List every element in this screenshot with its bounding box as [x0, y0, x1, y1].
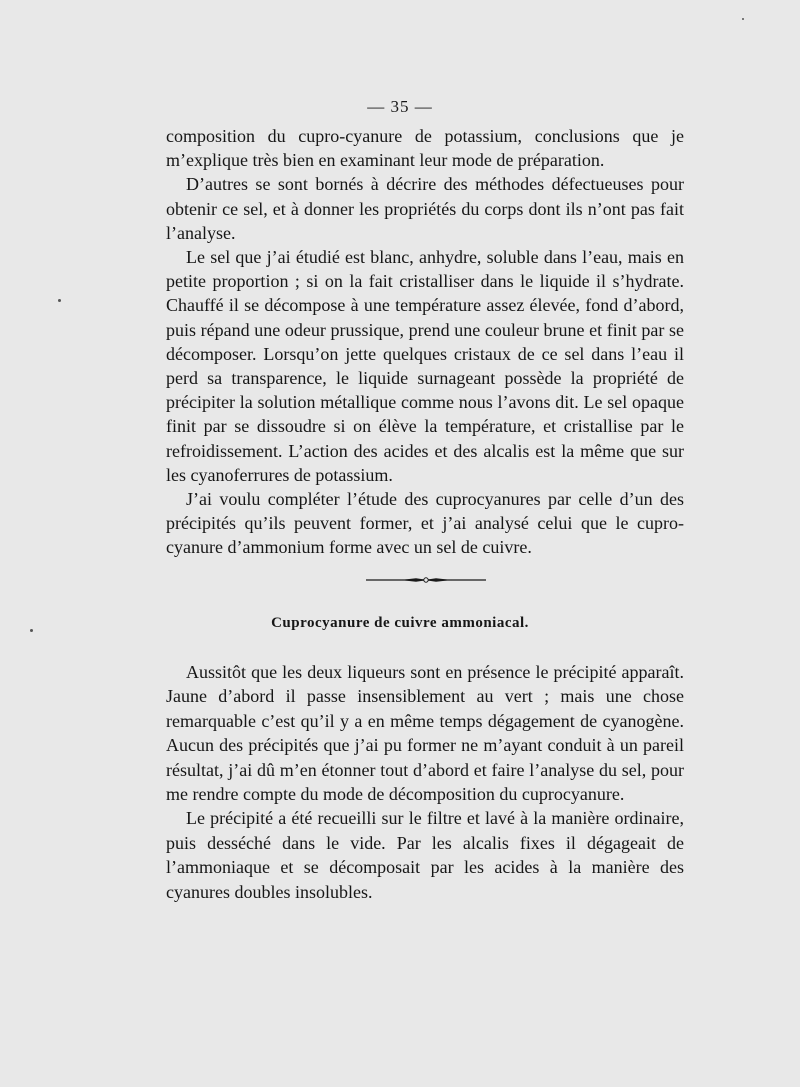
body-text-bottom [166, 660, 684, 904]
paper-speck [30, 629, 33, 632]
section-title: Cuprocyanure de cuivre ammoniacal. [271, 615, 529, 631]
paragraph: J’ai voulu compléter l’étude des cuprocyanures par celle d’un des précipités qu’ils peuvent former, et j’ai analysé celui que le cupro-cyanure d’ammonium forme avec un sel de cuivre. [166, 489, 684, 558]
page-number: — 35 — [367, 97, 433, 116]
paragraph: Le précipité a été recueilli sur le filtre et lavé à la manière ordinaire, puis desséché dans le vide. Par les alcalis fixes il dégageait de l’ammoniaque et se décomposait par les acides à la manière des cyanures doubles insolubles. [166, 808, 684, 902]
paper-speck [58, 299, 61, 302]
paragraph: Le sel que j’ai étudié est blanc, anhydre, soluble dans l’eau, mais en petite proportion ; si on la fait cristalliser dans le liquide il s’hydrate. Chauffé il se décompose à une température assez élevée, fond d’abord, puis répand une odeur prussique, prend une couleur brune et finit par se décomposer. Lorsqu’on jette quelques cristaux de ce sel dans l’eau il perd sa transparence, le liquide surnageant possède la propriété de précipiter la solution métallique comme nous l’avons dit. Le sel opaque finit par se dissoudre si on élève la température, et cristallise par le refroidissement. L’action des acides et des alcalis est la même que sur les cyanoferrures de potassium. [166, 247, 684, 485]
body-text-top [166, 124, 684, 560]
paper-speck [742, 18, 744, 20]
paragraph: D’autres se sont bornés à décrire des méthodes défectueuses pour obtenir ce sel, et à donner les propriétés du corps dont ils n’ont pas fait l’analyse. [166, 174, 684, 243]
paragraph: Aussitôt que les deux liqueurs sont en présence le précipité apparaît. Jaune d’abord il passe insensiblement au vert ; mais une chose remarquable c’est qu’il y a en même temps dégagement de cyanogène. Aucun des précipités que j’ai pu former ne m’ayant conduit à un pareil résultat, j’ai dû m’en étonner tout d’abord et faire l’analyse du sel, pour me rendre compte du mode de décomposition du cuprocyanure. [166, 662, 684, 805]
paragraph-continued: composition du cupro-cyanure de potassium, conclusions que je m’explique très bien en examinant leur mode de préparation. [166, 126, 684, 171]
section-divider-ornament [366, 577, 486, 583]
